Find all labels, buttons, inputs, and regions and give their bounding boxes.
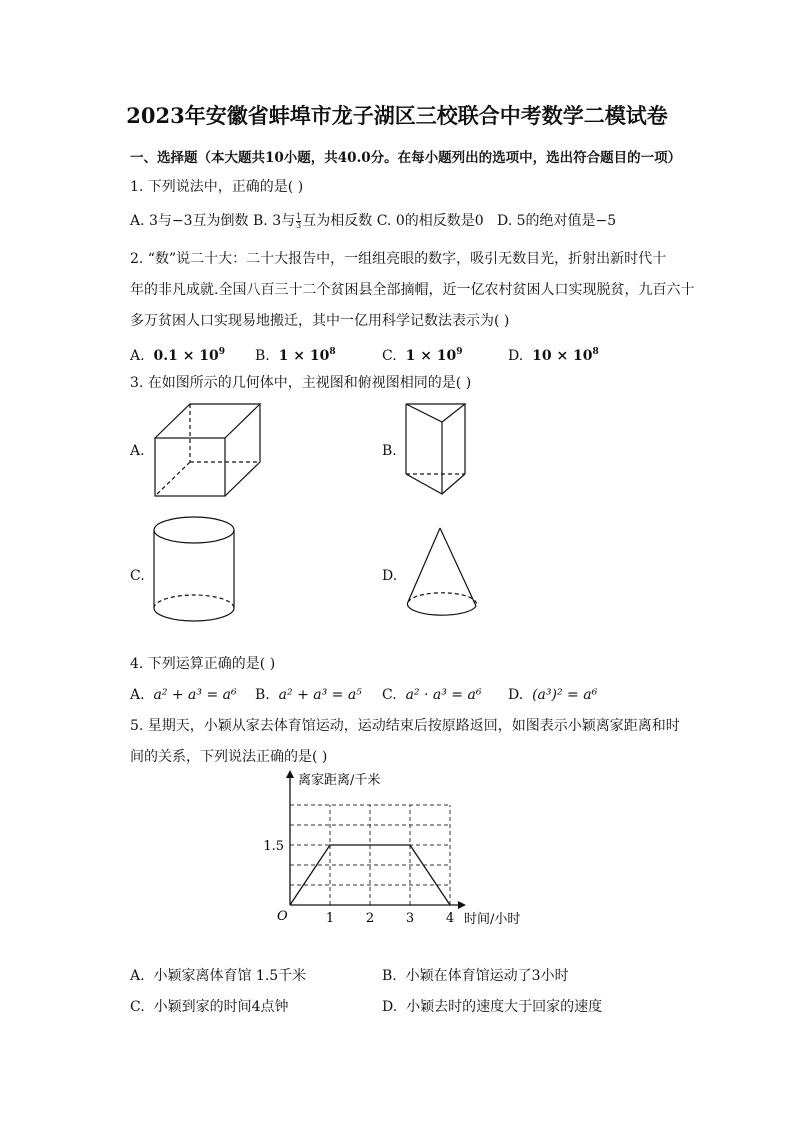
question-1-options — [130, 211, 616, 231]
question-3-stem: 3. 在如图所示的几何体中，主视图和俯视图相同的是( ) — [130, 375, 472, 391]
q4-option-a: A. a² + a³ = a⁶ — [130, 687, 237, 703]
cylinder-bottom-hidden — [154, 595, 234, 608]
cone-base-front — [407, 602, 476, 615]
x-tick-label: 1 — [325, 911, 335, 926]
q1-option-c-label: C. — [376, 213, 392, 229]
q2-option-b: B. $1 \times 10^8$ — [255, 347, 336, 364]
section-heading: 一、选择题（本大题共10小题，共40.0分。在每小题列出的选项中，选出符合题目的一项） — [130, 150, 682, 166]
x-tick-label: 3 — [405, 911, 415, 926]
fraction-one-third: $\frac{1}{3}$ — [296, 211, 302, 230]
question-2-line-2: 年的非凡成就.全国八百三十二个贫困县全部摘帽，近一亿农村贫困人口实现脱贫，九百六十 — [130, 282, 695, 298]
question-5-line-1: 5. 星期天，小颖从家去体育馆运动，运动结束后按原路返回，如图表示小颖离家距离和时 — [130, 718, 680, 734]
q3-option-b-label: B. — [382, 443, 397, 459]
question-2-line-1: 2. “数”说二十大：二十大报告中，一组组亮眼的数字，吸引无数目光，折射出新时代十 — [130, 251, 667, 267]
cone-figure — [400, 522, 490, 622]
x-tick-label: 4 — [445, 911, 455, 926]
q1-option-d-label: D. — [497, 213, 513, 229]
x-tick-label: 2 — [365, 911, 375, 926]
q5-option-d: D. 小颖去时的速度大于回家的速度 — [382, 999, 603, 1015]
cube-top-face — [155, 404, 260, 438]
question-5-line-2: 间的关系，下列说法正确的是( ) — [130, 749, 328, 765]
q1-option-a-label: A. — [130, 213, 145, 229]
q5-option-b: B. 小颖在体育馆运动了3小时 — [382, 968, 569, 984]
question-4-stem: 4. 下列运算正确的是( ) — [130, 656, 276, 672]
q4-option-c: C. a² · a³ = a⁶ — [382, 687, 482, 703]
prism-top-face — [406, 404, 465, 422]
q3-option-a-label: A. — [130, 443, 145, 459]
y-axis-arrow — [286, 770, 294, 778]
q5-option-a: A. 小颖家离体育馆 1.5千米 — [130, 968, 307, 984]
q1-option-a-text: 3与−3互为倒数 — [149, 213, 249, 229]
cube-right-edges — [225, 404, 260, 496]
cylinder-figure — [150, 512, 240, 627]
x-axis-arrow — [458, 901, 466, 909]
q2-option-c: C. $1 \times 10^9$ — [382, 347, 463, 364]
chart-x-axis-label: 时间/小时 — [464, 912, 521, 927]
q1-option-d-text: 5的绝对值是−5 — [516, 213, 617, 229]
q2-option-a: A. $0.1 \times 10^9$ — [130, 347, 226, 364]
distance-time-chart — [260, 770, 540, 930]
q4-option-b: B. a² + a³ = a⁵ — [255, 687, 362, 703]
y-tick-label: 1.5 — [263, 839, 284, 854]
cylinder-top-ellipse — [154, 517, 234, 543]
cone-base-hidden — [408, 593, 477, 606]
cylinder-bottom-front — [154, 608, 234, 621]
cube-figure — [150, 400, 270, 500]
q4-option-d: D. (a³)² = a⁶ — [508, 687, 598, 703]
chart-y-axis-label: 离家距离/千米 — [298, 773, 381, 788]
question-2-line-3: 多万贫困人口实现易地搬迁，其中一亿用科学记数法表示为( ) — [130, 313, 510, 329]
cube-hidden-edges — [155, 404, 260, 496]
q1-option-b-post: 互为相反数 — [302, 213, 373, 229]
triangular-prism-figure — [400, 400, 480, 500]
q3-option-d-label: D. — [382, 568, 398, 584]
page-title: 2023年安徽省蚌埠市龙子湖区三校联合中考数学二模试卷 — [126, 103, 668, 128]
q3-option-c-label: C. — [130, 568, 145, 584]
q5-option-c: C. 小颖到家的时间4点钟 — [130, 999, 289, 1015]
chart-grid — [290, 805, 450, 905]
question-1-stem: 1. 下列说法中，正确的是( ) — [130, 179, 304, 195]
q1-option-c-text: 0的相反数是0 — [395, 213, 484, 229]
chart-tick-labels — [263, 839, 454, 926]
q1-option-b-label: B. — [253, 213, 268, 229]
q1-option-b-pre: 3与 — [272, 213, 296, 229]
prism-bottom-edges — [406, 474, 465, 494]
q2-option-d: D. $10 \times 10^8$ — [508, 347, 599, 364]
chart-origin-label: O — [277, 909, 288, 924]
